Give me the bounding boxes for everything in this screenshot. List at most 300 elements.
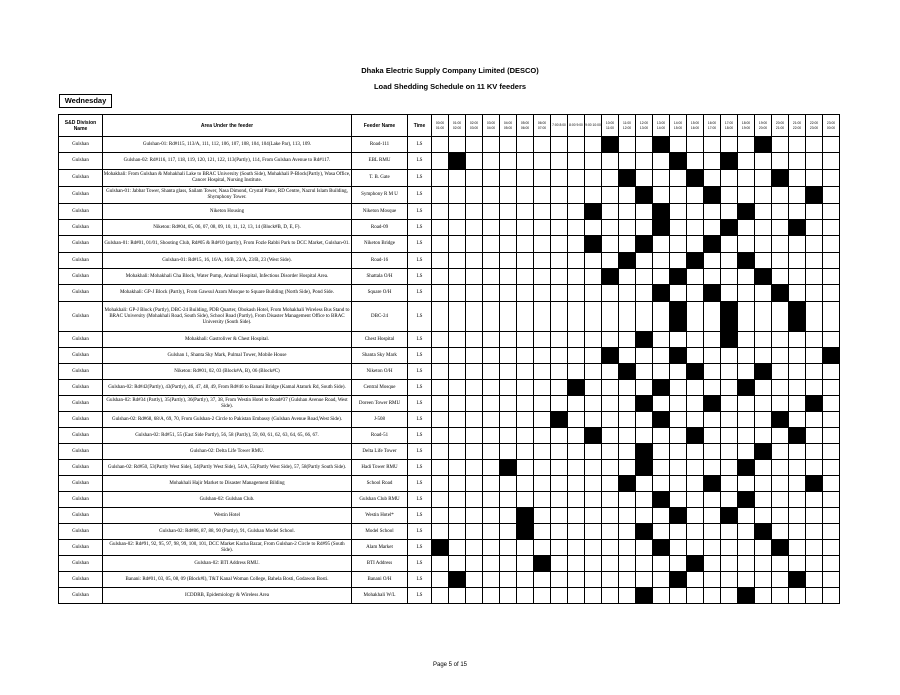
slot-cell [704, 396, 721, 412]
feeder-cell: Hadi Tower RMU [352, 460, 408, 476]
feeder-cell: J-508 [352, 412, 408, 428]
slot-cell [806, 412, 823, 428]
slot-header: 02:00 03:00 [466, 115, 483, 137]
slot-cell [670, 524, 687, 540]
slot-cell [517, 380, 534, 396]
slot-cell [534, 428, 551, 444]
feeder-cell: Niketon Mosque [352, 204, 408, 220]
slot-cell [568, 332, 585, 348]
slot-cell [772, 204, 789, 220]
slot-cell [755, 236, 772, 253]
slot-cell [687, 236, 704, 253]
slot-cell [789, 428, 806, 444]
slot-cell [619, 285, 636, 302]
slot-cell [432, 269, 449, 285]
slot-cell [449, 572, 466, 588]
slot-cell [483, 460, 500, 476]
slot-cell [789, 220, 806, 236]
slot-cell [806, 460, 823, 476]
slot-cell [619, 220, 636, 236]
slot-cell [500, 412, 517, 428]
slot-cell [704, 269, 721, 285]
slot-cell [670, 428, 687, 444]
slot-cell [449, 412, 466, 428]
slot-cell [449, 137, 466, 153]
slot-header: 23:00 00:00 [823, 115, 840, 137]
slot-cell [432, 348, 449, 364]
slot-cell [772, 253, 789, 269]
slot-cell [432, 220, 449, 236]
slot-cell [466, 348, 483, 364]
slot-cell [466, 444, 483, 460]
slot-cell [636, 412, 653, 428]
time-cell: LS [408, 170, 432, 187]
slot-cell [432, 236, 449, 253]
slot-cell [517, 187, 534, 204]
slot-cell [619, 170, 636, 187]
slot-cell [653, 269, 670, 285]
slot-cell [670, 460, 687, 476]
slot-cell [568, 476, 585, 492]
slot-cell [721, 253, 738, 269]
slot-cell [449, 302, 466, 332]
slot-cell [449, 380, 466, 396]
slot-cell [670, 396, 687, 412]
table-row [59, 572, 840, 588]
slot-cell [636, 204, 653, 220]
slot-cell [687, 153, 704, 170]
slot-cell [653, 137, 670, 153]
slot-cell [653, 556, 670, 572]
slot-cell [670, 380, 687, 396]
area-cell: Gulshan-01: Rd#01, 01/01, Shooting Club, Rd#05 & Rd#10 (partly), From Fozle Rabbi Park to DCC Market, Gulshan-01. [103, 236, 352, 253]
slot-cell [670, 588, 687, 604]
feeder-cell: Gulshan Club RMU [352, 492, 408, 508]
slot-cell [483, 204, 500, 220]
slot-cell [449, 476, 466, 492]
slot-cell [823, 187, 840, 204]
slot-cell [687, 285, 704, 302]
slot-cell [755, 137, 772, 153]
slot-cell [602, 332, 619, 348]
slot-cell [670, 332, 687, 348]
table-row [59, 187, 840, 204]
feeder-cell: Road-111 [352, 137, 408, 153]
area-cell: Niketon Housing [103, 204, 352, 220]
slot-cell [823, 170, 840, 187]
slot-cell [772, 492, 789, 508]
feeder-cell: Road-16 [352, 253, 408, 269]
slot-cell [466, 476, 483, 492]
slot-cell [636, 332, 653, 348]
slot-cell [534, 540, 551, 556]
table-row [59, 204, 840, 220]
time-cell: LS [408, 220, 432, 236]
feeder-cell: Road-51 [352, 428, 408, 444]
slot-cell [789, 236, 806, 253]
slot-cell [432, 253, 449, 269]
slot-cell [772, 412, 789, 428]
slot-cell [738, 492, 755, 508]
slot-cell [551, 588, 568, 604]
slot-cell [551, 524, 568, 540]
feeder-cell: Chest Hospital [352, 332, 408, 348]
slot-cell [738, 540, 755, 556]
slot-cell [721, 556, 738, 572]
slot-cell [670, 187, 687, 204]
time-cell: LS [408, 588, 432, 604]
slot-cell [806, 476, 823, 492]
slot-cell [772, 444, 789, 460]
slot-cell [483, 269, 500, 285]
division-cell: Gulshan [59, 492, 103, 508]
slot-cell [432, 187, 449, 204]
slot-cell [432, 137, 449, 153]
slot-cell [772, 524, 789, 540]
slot-cell [585, 220, 602, 236]
time-cell: LS [408, 380, 432, 396]
slot-cell [789, 588, 806, 604]
slot-cell [687, 396, 704, 412]
slot-cell [738, 588, 755, 604]
slot-header: 03:00 04:00 [483, 115, 500, 137]
slot-cell [585, 492, 602, 508]
slot-cell [432, 170, 449, 187]
slot-cell [653, 285, 670, 302]
slot-cell [823, 556, 840, 572]
slot-cell [517, 302, 534, 332]
slot-cell [653, 253, 670, 269]
slot-cell [806, 428, 823, 444]
slot-cell [687, 380, 704, 396]
slot-cell [653, 428, 670, 444]
slot-cell [704, 204, 721, 220]
slot-cell [772, 187, 789, 204]
slot-cell [772, 170, 789, 187]
time-cell: LS [408, 492, 432, 508]
slot-cell [687, 253, 704, 269]
slot-cell [755, 380, 772, 396]
slot-cell [517, 444, 534, 460]
division-cell: Gulshan [59, 508, 103, 524]
slot-cell [738, 302, 755, 332]
slot-cell [568, 460, 585, 476]
slot-cell [823, 348, 840, 364]
slot-cell [534, 572, 551, 588]
slot-cell [823, 540, 840, 556]
slot-cell [585, 380, 602, 396]
slot-cell [721, 269, 738, 285]
slot-cell [721, 137, 738, 153]
slot-cell [534, 364, 551, 380]
slot-cell [517, 556, 534, 572]
slot-cell [653, 460, 670, 476]
slot-header: 22:00 23:00 [806, 115, 823, 137]
slot-cell [551, 380, 568, 396]
slot-cell [823, 428, 840, 444]
slot-cell [619, 253, 636, 269]
slot-cell [823, 476, 840, 492]
slot-cell [687, 269, 704, 285]
slot-cell [823, 412, 840, 428]
slot-cell [806, 204, 823, 220]
slot-cell [500, 187, 517, 204]
slot-cell [670, 476, 687, 492]
slot-cell [517, 508, 534, 524]
slot-cell [806, 332, 823, 348]
slot-cell [602, 137, 619, 153]
slot-cell [449, 220, 466, 236]
slot-cell [755, 572, 772, 588]
slot-cell [704, 153, 721, 170]
slot-cell [602, 396, 619, 412]
slot-cell [823, 253, 840, 269]
slot-cell [738, 556, 755, 572]
slot-cell [517, 396, 534, 412]
slot-cell [789, 302, 806, 332]
slot-cell [585, 572, 602, 588]
slot-cell [772, 220, 789, 236]
table-row [59, 540, 840, 556]
slot-cell [551, 236, 568, 253]
slot-cell [806, 153, 823, 170]
slot-cell [704, 137, 721, 153]
area-cell: Gulshan-02: BTI Address RMU. [103, 556, 352, 572]
time-cell: LS [408, 153, 432, 170]
slot-cell [789, 380, 806, 396]
slot-cell [755, 269, 772, 285]
table-row [59, 348, 840, 364]
slot-cell [432, 332, 449, 348]
slot-cell [551, 269, 568, 285]
slot-cell [466, 220, 483, 236]
slot-cell [806, 302, 823, 332]
slot-cell [653, 380, 670, 396]
slot-cell [551, 220, 568, 236]
slot-cell [500, 380, 517, 396]
slot-cell [602, 170, 619, 187]
slot-cell [806, 508, 823, 524]
slot-cell [602, 153, 619, 170]
division-cell: Gulshan [59, 332, 103, 348]
slot-cell [721, 285, 738, 302]
slot-cell [432, 556, 449, 572]
slot-cell [500, 332, 517, 348]
slot-header: 11:00 12:00 [619, 115, 636, 137]
slot-cell [432, 396, 449, 412]
slot-cell [636, 572, 653, 588]
feeder-header: Feeder Name [352, 115, 408, 137]
slot-cell [585, 170, 602, 187]
slot-cell [721, 204, 738, 220]
slot-cell [466, 137, 483, 153]
slot-cell [449, 269, 466, 285]
slot-cell [483, 588, 500, 604]
slot-cell [585, 588, 602, 604]
slot-cell [772, 137, 789, 153]
slot-cell [806, 269, 823, 285]
slot-cell [772, 380, 789, 396]
division-cell: Gulshan [59, 348, 103, 364]
slot-cell [721, 396, 738, 412]
slot-cell [534, 332, 551, 348]
slot-cell [585, 412, 602, 428]
slot-cell [483, 348, 500, 364]
feeder-cell: DBC-24 [352, 302, 408, 332]
slot-cell [806, 524, 823, 540]
slot-cell [602, 220, 619, 236]
slot-cell [653, 153, 670, 170]
slot-cell [806, 253, 823, 269]
slot-cell [551, 285, 568, 302]
area-cell: Gulshan-02: Rd#42(Partly), 43(Partly), 46, 47, 48, 49, From Rd#46 to Banani Bridge (Kamal Ataturk Rd, South Side). [103, 380, 352, 396]
area-cell: Gulshan-02: Rd#91, 92, 95, 97, 98, 99, 100, 101, DCC Market Kacha Bazar, From Gulshan-2 Circle to Rd#95 (South Side). [103, 540, 352, 556]
slot-cell [483, 187, 500, 204]
slot-cell [483, 396, 500, 412]
slot-cell [568, 556, 585, 572]
slot-cell [636, 187, 653, 204]
slot-cell [636, 153, 653, 170]
area-cell: Gulshan-02: Rd#50, 53(Partly West Side), 54(Partly West Side), 54/A, 55(Partly West Side), 57, 58(Partly South Side). [103, 460, 352, 476]
slot-cell [687, 492, 704, 508]
slot-cell [500, 556, 517, 572]
slot-header: 05:00 06:00 [517, 115, 534, 137]
slot-cell [466, 540, 483, 556]
slot-cell [568, 524, 585, 540]
slot-cell [483, 476, 500, 492]
slot-cell [806, 492, 823, 508]
slot-cell [704, 170, 721, 187]
slot-cell [670, 236, 687, 253]
header-row [59, 115, 840, 137]
slot-cell [755, 170, 772, 187]
slot-cell [806, 380, 823, 396]
slot-cell [619, 588, 636, 604]
slot-cell [704, 460, 721, 476]
slot-cell [568, 204, 585, 220]
slot-header: 14:00 15:00 [670, 115, 687, 137]
slot-cell [755, 332, 772, 348]
slot-cell [721, 170, 738, 187]
slot-cell [670, 204, 687, 220]
feeder-cell: Alam Market [352, 540, 408, 556]
feeder-cell: Central Mosque [352, 380, 408, 396]
slot-cell [789, 285, 806, 302]
slot-cell [483, 302, 500, 332]
slot-cell [602, 412, 619, 428]
slot-header: 06:00 07:00 [534, 115, 551, 137]
slot-cell [500, 476, 517, 492]
slot-cell [806, 540, 823, 556]
slot-cell [534, 412, 551, 428]
slot-cell [568, 380, 585, 396]
slot-cell [721, 332, 738, 348]
slot-cell [670, 285, 687, 302]
slot-cell [823, 204, 840, 220]
division-cell: Gulshan [59, 428, 103, 444]
slot-cell [653, 524, 670, 540]
slot-cell [704, 187, 721, 204]
slot-cell [585, 236, 602, 253]
slot-cell [449, 540, 466, 556]
division-cell: Gulshan [59, 524, 103, 540]
day-label: Wednesday [59, 94, 112, 108]
slot-cell [517, 204, 534, 220]
slot-cell [517, 492, 534, 508]
slot-cell [466, 460, 483, 476]
slot-cell [517, 412, 534, 428]
slot-cell [551, 204, 568, 220]
slot-cell [636, 540, 653, 556]
slot-cell [687, 348, 704, 364]
slot-cell [568, 572, 585, 588]
slot-cell [602, 460, 619, 476]
slot-header: 13:00 14:00 [653, 115, 670, 137]
slot-cell [789, 412, 806, 428]
slot-cell [670, 412, 687, 428]
slot-cell [585, 302, 602, 332]
slot-cell [636, 302, 653, 332]
slot-header: 9:00 10:00 [585, 115, 602, 137]
slot-cell [619, 524, 636, 540]
slot-cell [500, 492, 517, 508]
time-cell: LS [408, 302, 432, 332]
slot-cell [806, 285, 823, 302]
slot-cell [619, 348, 636, 364]
slot-cell [534, 460, 551, 476]
slot-cell [619, 412, 636, 428]
slot-cell [534, 348, 551, 364]
area-cell: Mohakhali: Gastroliver & Chest Hospital. [103, 332, 352, 348]
slot-cell [551, 492, 568, 508]
slot-cell [636, 253, 653, 269]
slot-cell [517, 253, 534, 269]
slot-cell [517, 572, 534, 588]
slot-cell [619, 508, 636, 524]
table-row [59, 476, 840, 492]
slot-header: 7:00 8:00 [551, 115, 568, 137]
slot-cell [704, 492, 721, 508]
area-cell: Gulshan-02: Rd#116, 117, 118, 119, 120, 121, 122, 113(Partly), 114, From Gulshan Avenue to Rd#117. [103, 153, 352, 170]
slot-cell [500, 348, 517, 364]
time-cell: LS [408, 253, 432, 269]
division-cell: Gulshan [59, 556, 103, 572]
slot-header: 01:00 02:00 [449, 115, 466, 137]
time-cell: LS [408, 524, 432, 540]
slot-cell [636, 460, 653, 476]
slot-cell [636, 348, 653, 364]
slot-cell [755, 396, 772, 412]
slot-cell [738, 444, 755, 460]
feeder-cell: Square O/H [352, 285, 408, 302]
slot-cell [789, 364, 806, 380]
slot-cell [585, 137, 602, 153]
feeder-cell: Shattala O/H [352, 269, 408, 285]
slot-cell [602, 476, 619, 492]
slot-cell [619, 332, 636, 348]
slot-cell [653, 220, 670, 236]
slot-cell [823, 220, 840, 236]
slot-cell [432, 540, 449, 556]
division-cell: Gulshan [59, 236, 103, 253]
slot-cell [551, 348, 568, 364]
slot-cell [432, 380, 449, 396]
slot-cell [619, 556, 636, 572]
slot-cell [755, 364, 772, 380]
slot-cell [432, 444, 449, 460]
slot-cell [568, 540, 585, 556]
slot-cell [534, 285, 551, 302]
